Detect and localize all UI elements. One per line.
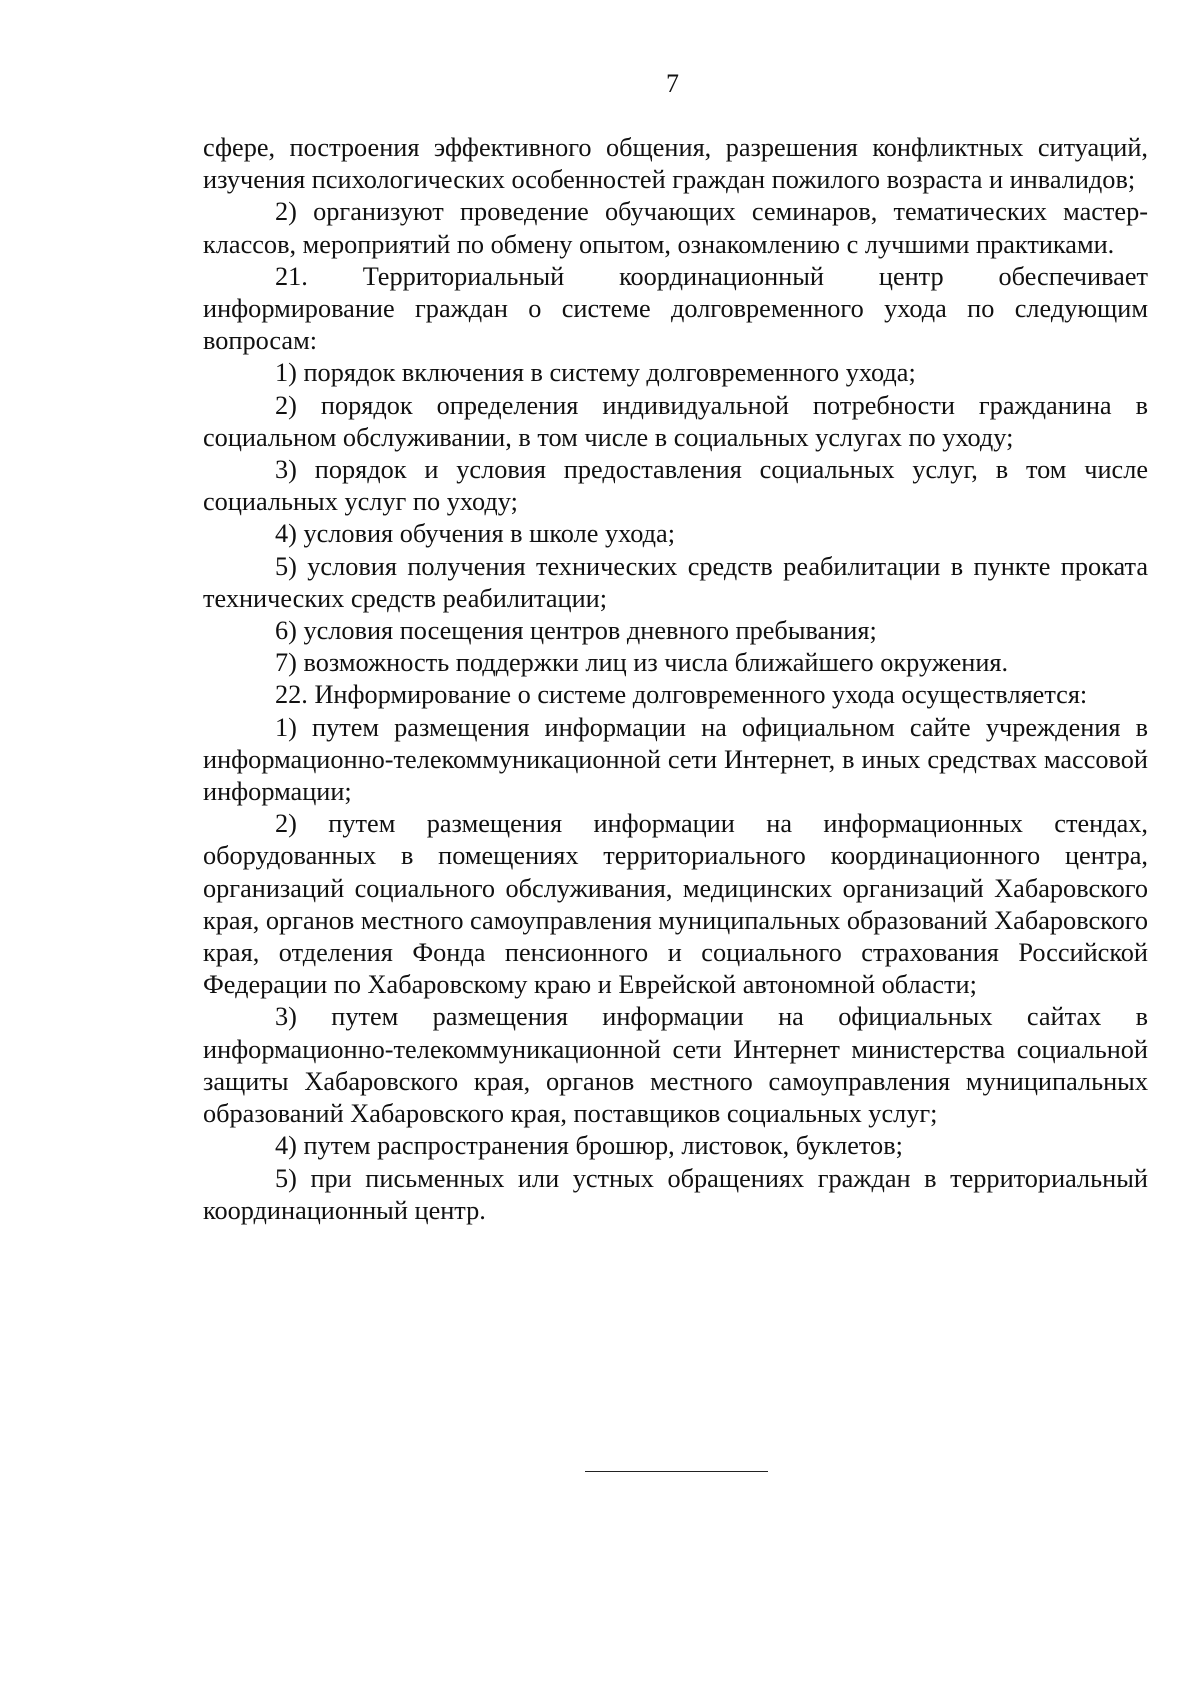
page-number: 7 [666, 69, 679, 98]
clause-22-item-1: 1) путем размещения информации на официальном сайте учреждения в информационно-телекоммуникационной сети Интернет, в иных средствах массовой информации; [203, 712, 1148, 807]
clause-22: 22. Информирование о системе долговременного ухода осуществляется: [275, 680, 1088, 710]
clause-22-item-4: 4) путем распространения брошюр, листовок, буклетов; [275, 1131, 903, 1161]
clause-22-item-2: 2) путем размещения информации на информационных стендах, оборудованных в помещениях территориального координационного центра, организаций социального обслуживания, медицинских организаций Хабаровского края, органов местного самоуправления муниципальных образований Хабаровского края, отделения Фонда пенсионного и социального страхования Российской Федерации по Хабаровскому краю и Еврейской автономной области; [203, 809, 1148, 1000]
clause-22-item-5: 5) при письменных или устных обращениях граждан в территориальный координационный центр. [203, 1163, 1148, 1225]
clause-21-item-2: 2) порядок определения индивидуальной потребности гражданина в социальном обслуживании, в том числе в социальных услугах по уходу; [203, 390, 1148, 452]
clause-21-item-5: 5) условия получения технических средств реабилитации в пункте проката технических средств реабилитации; [203, 551, 1148, 613]
paragraph-continuation: сфере, построения эффективного общения, разрешения конфликтных ситуаций, изучения психологических особенностей граждан пожилого возраста и инвалидов; [203, 133, 1148, 195]
clause-22-item-3: 3) путем размещения информации на официальных сайтах в информационно-телекоммуникационной сети Интернет министерства социальной защиты Хабаровского края, органов местного самоуправления муниципальных образований Хабаровского края, поставщиков социальных услуг; [203, 1002, 1148, 1129]
list-item-2-seminars: 2) организуют проведение обучающих семинаров, тематических мастер-классов, мероприятий по обмену опытом, ознакомлению с лучшими практиками. [203, 197, 1148, 259]
clause-21-item-6: 6) условия посещения центров дневного пребывания; [275, 616, 877, 646]
clause-21-item-1: 1) порядок включения в систему долговременного ухода; [275, 358, 916, 388]
clause-21: 21. Территориальный координационный центр обеспечивает информирование граждан о системе долговременного ухода по следующим вопросам: [203, 261, 1148, 356]
clause-21-item-4: 4) условия обучения в школе ухода; [275, 519, 676, 549]
clause-21-item-3: 3) порядок и условия предоставления социальных услуг, в том числе социальных услуг по уходу; [203, 455, 1148, 517]
clause-21-item-7: 7) возможность поддержки лиц из числа ближайшего окружения. [275, 648, 1009, 678]
end-of-document-line [585, 1471, 768, 1472]
document-body [203, 132, 1148, 1227]
